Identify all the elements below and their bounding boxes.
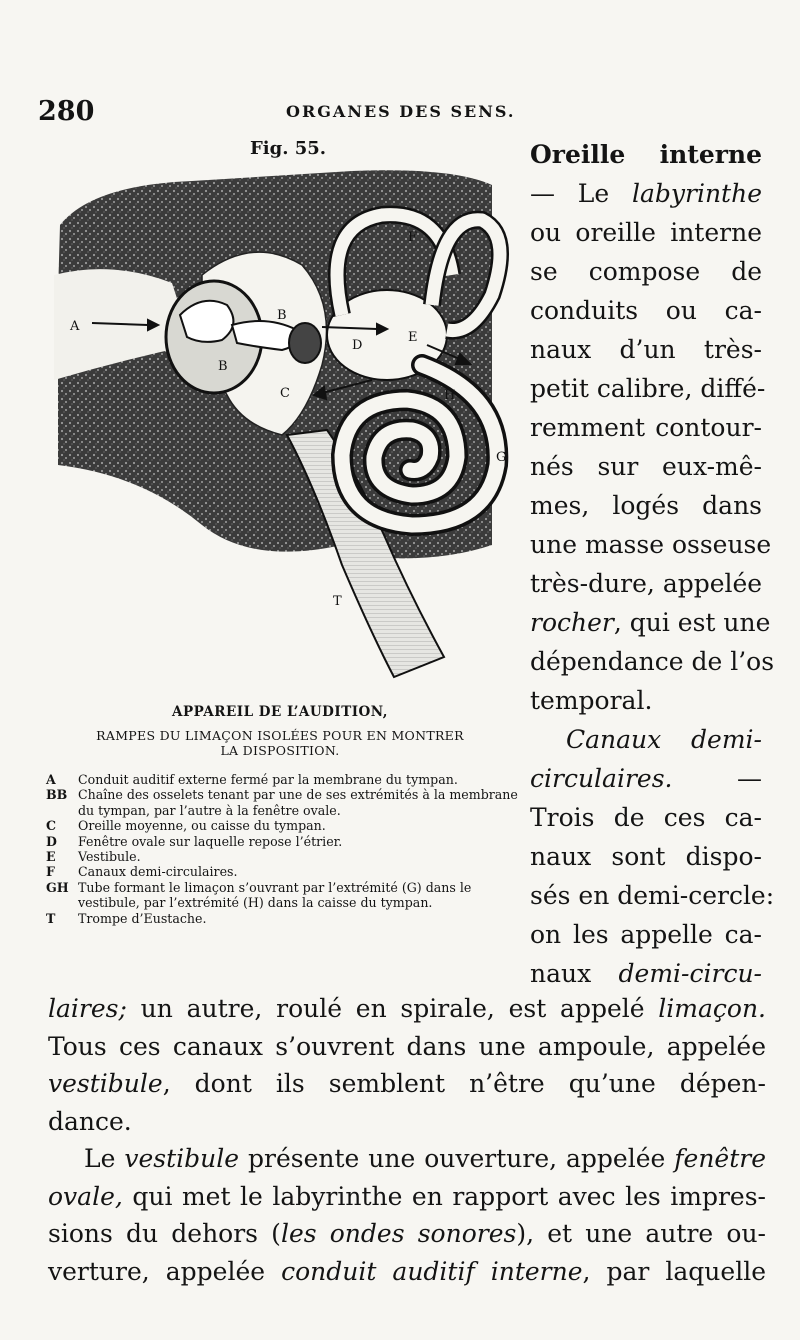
legend-text: Vestibule. <box>78 849 141 865</box>
side-line <box>530 525 772 564</box>
side-line <box>530 759 762 798</box>
caption-subtitle <box>40 728 520 758</box>
text-run: très-dure, appelée <box>530 569 763 598</box>
label-C: C <box>280 386 290 401</box>
text-run: naux <box>530 959 619 988</box>
text-run: Le <box>84 1144 125 1173</box>
side-line <box>530 252 762 291</box>
text-run: petit calibre, diffé- <box>530 374 766 403</box>
italic-run: limaçon. <box>658 994 766 1023</box>
legend-text: Fenêtre ovale sur laquelle repose l’étrier. <box>78 833 343 849</box>
side-line <box>530 330 762 369</box>
text-run: dépendance de l’os <box>530 647 775 676</box>
side-line <box>530 408 762 447</box>
side-line <box>530 915 762 954</box>
side-line <box>530 291 762 330</box>
italic-run: ovale, <box>48 1181 123 1211</box>
legend-key: E <box>46 849 56 865</box>
side-line <box>530 486 762 525</box>
text-run: — Le <box>530 179 632 208</box>
italic-run: rocher <box>530 608 614 637</box>
label-G: G <box>496 450 507 465</box>
body-text <box>48 990 766 1290</box>
legend-key: GH <box>46 879 69 895</box>
body-line <box>48 990 766 1028</box>
side-line <box>530 564 762 603</box>
label-B2: B <box>218 359 228 374</box>
legend-text: Conduit auditif externe fermé par la membrane du tympan. <box>78 772 458 787</box>
side-line <box>530 954 762 993</box>
text-run: mes, logés dans <box>530 491 762 520</box>
text-run: conduits ou ca- <box>530 296 762 325</box>
text-run: se compose de <box>530 257 762 286</box>
body-line <box>48 1028 766 1066</box>
legend-key: D <box>46 833 57 849</box>
text-run: Tous ces canaux s’ouvrent dans une ampoule, appelée <box>48 1031 766 1061</box>
text-run: verture, appelée <box>48 1256 282 1286</box>
body-line <box>48 1140 766 1178</box>
label-E: E <box>408 330 418 345</box>
legend-item <box>46 834 526 849</box>
legend-key: F <box>46 864 55 880</box>
text-run: ), et une autre ou- <box>516 1219 766 1248</box>
legend-key: BB <box>46 787 68 803</box>
text-run: une masse osseuse <box>530 530 772 559</box>
italic-run: circulaires. <box>530 764 673 793</box>
side-line <box>530 135 762 174</box>
text-run: qui met le labyrinthe en rapport avec les impres- <box>122 1181 766 1211</box>
caption-subtitle-line1: RAMPES DU LIMAÇON ISOLÉES POUR EN MONTRER <box>96 728 464 743</box>
legend-text: Tube formant le limaçon s’ouvrant par l’extrémité (G) dans le vestibule, par l’extrémité (H) dans la caisse du tympan. <box>78 879 472 911</box>
legend-text: Trompe d’Eustache. <box>78 910 207 926</box>
legend-item <box>46 818 526 833</box>
side-line <box>530 642 775 681</box>
italic-run: labyrinthe <box>631 179 762 208</box>
page-header <box>38 96 758 130</box>
text-run: temporal. <box>530 686 653 715</box>
side-line <box>530 369 766 408</box>
side-line <box>530 603 771 642</box>
side-line <box>530 681 762 720</box>
label-D: D <box>352 338 363 353</box>
text-run: dance. <box>48 1106 132 1136</box>
italic-run: les ondes sonores <box>280 1219 517 1248</box>
italic-run: vestibule <box>48 1069 163 1098</box>
italic-run: fenêtre <box>674 1144 767 1173</box>
text-run: remment contour- <box>530 413 762 442</box>
italic-run: demi-circu- <box>618 959 762 988</box>
text-run: nés sur eux-mê- <box>530 452 762 481</box>
legend-key: T <box>46 910 56 926</box>
side-line <box>530 720 762 759</box>
side-line <box>530 213 762 252</box>
side-column-text <box>530 135 775 993</box>
side-line <box>530 837 762 876</box>
text-run: un autre, roulé en spirale, est appelé <box>126 994 659 1023</box>
side-line <box>530 798 762 837</box>
legend-text: Chaîne des osselets tenant par une de ses extrémités à la membrane du tympan, par l’autre à la fenêtre ovale. <box>78 787 518 818</box>
italic-run: vestibule <box>124 1144 240 1173</box>
figure-label: Fig. 55. <box>250 138 327 159</box>
text-run: on les appelle ca- <box>530 920 762 949</box>
stapes-footplate <box>289 323 321 363</box>
label-F: F <box>408 230 418 245</box>
caption-title: APPAREIL DE L’AUDITION, <box>171 704 388 720</box>
side-line <box>530 447 762 486</box>
text-run: , qui est une <box>613 608 771 637</box>
legend-text: Canaux demi-circulaires. <box>78 864 238 880</box>
label-T: T <box>333 594 342 609</box>
legend-item <box>46 787 526 818</box>
ear-illustration <box>52 165 522 695</box>
text-run: Trois de ces ca- <box>530 803 762 832</box>
legend-item <box>46 772 526 787</box>
legend-text: Oreille moyenne, ou caisse du tympan. <box>78 818 326 834</box>
text-run: Oreille interne <box>530 140 762 169</box>
body-line <box>48 1103 766 1141</box>
legend-item <box>46 864 526 879</box>
legend-key: C <box>46 818 57 834</box>
side-line <box>530 174 762 213</box>
running-title: ORGANES DES SENS. <box>286 102 516 121</box>
legend-item <box>46 880 526 911</box>
text-run: naux sont dispo- <box>530 842 762 871</box>
text-run: sés en demi-cercle: <box>530 881 775 910</box>
label-A: A <box>70 319 80 334</box>
italic-run: laires; <box>48 994 127 1023</box>
text-run: présente une ouverture, appelée <box>239 1144 675 1173</box>
figure-legend <box>46 772 526 926</box>
text-run: ou oreille interne <box>530 218 762 247</box>
page-number: 280 <box>38 96 95 127</box>
legend-item <box>46 849 526 864</box>
side-line <box>530 876 775 915</box>
caption-subtitle-line2: LA DISPOSITION. <box>220 743 340 758</box>
body-line <box>48 1065 766 1103</box>
label-H: H <box>444 388 456 403</box>
body-line <box>48 1178 766 1216</box>
italic-run: conduit auditif interne <box>281 1256 583 1286</box>
body-line <box>48 1215 766 1253</box>
label-B1: B <box>277 308 287 323</box>
body-line <box>48 1253 766 1291</box>
text-run: — <box>672 764 762 793</box>
text-run: naux d’un très- <box>530 335 762 364</box>
legend-key: A <box>46 772 56 787</box>
text-run: sions du dehors ( <box>48 1219 281 1248</box>
text-run: , dont ils semblent n’être qu’une dépen- <box>162 1069 766 1098</box>
italic-run: Canaux demi- <box>566 725 762 754</box>
legend-item <box>46 911 526 926</box>
text-run: , par laquelle <box>582 1256 766 1286</box>
